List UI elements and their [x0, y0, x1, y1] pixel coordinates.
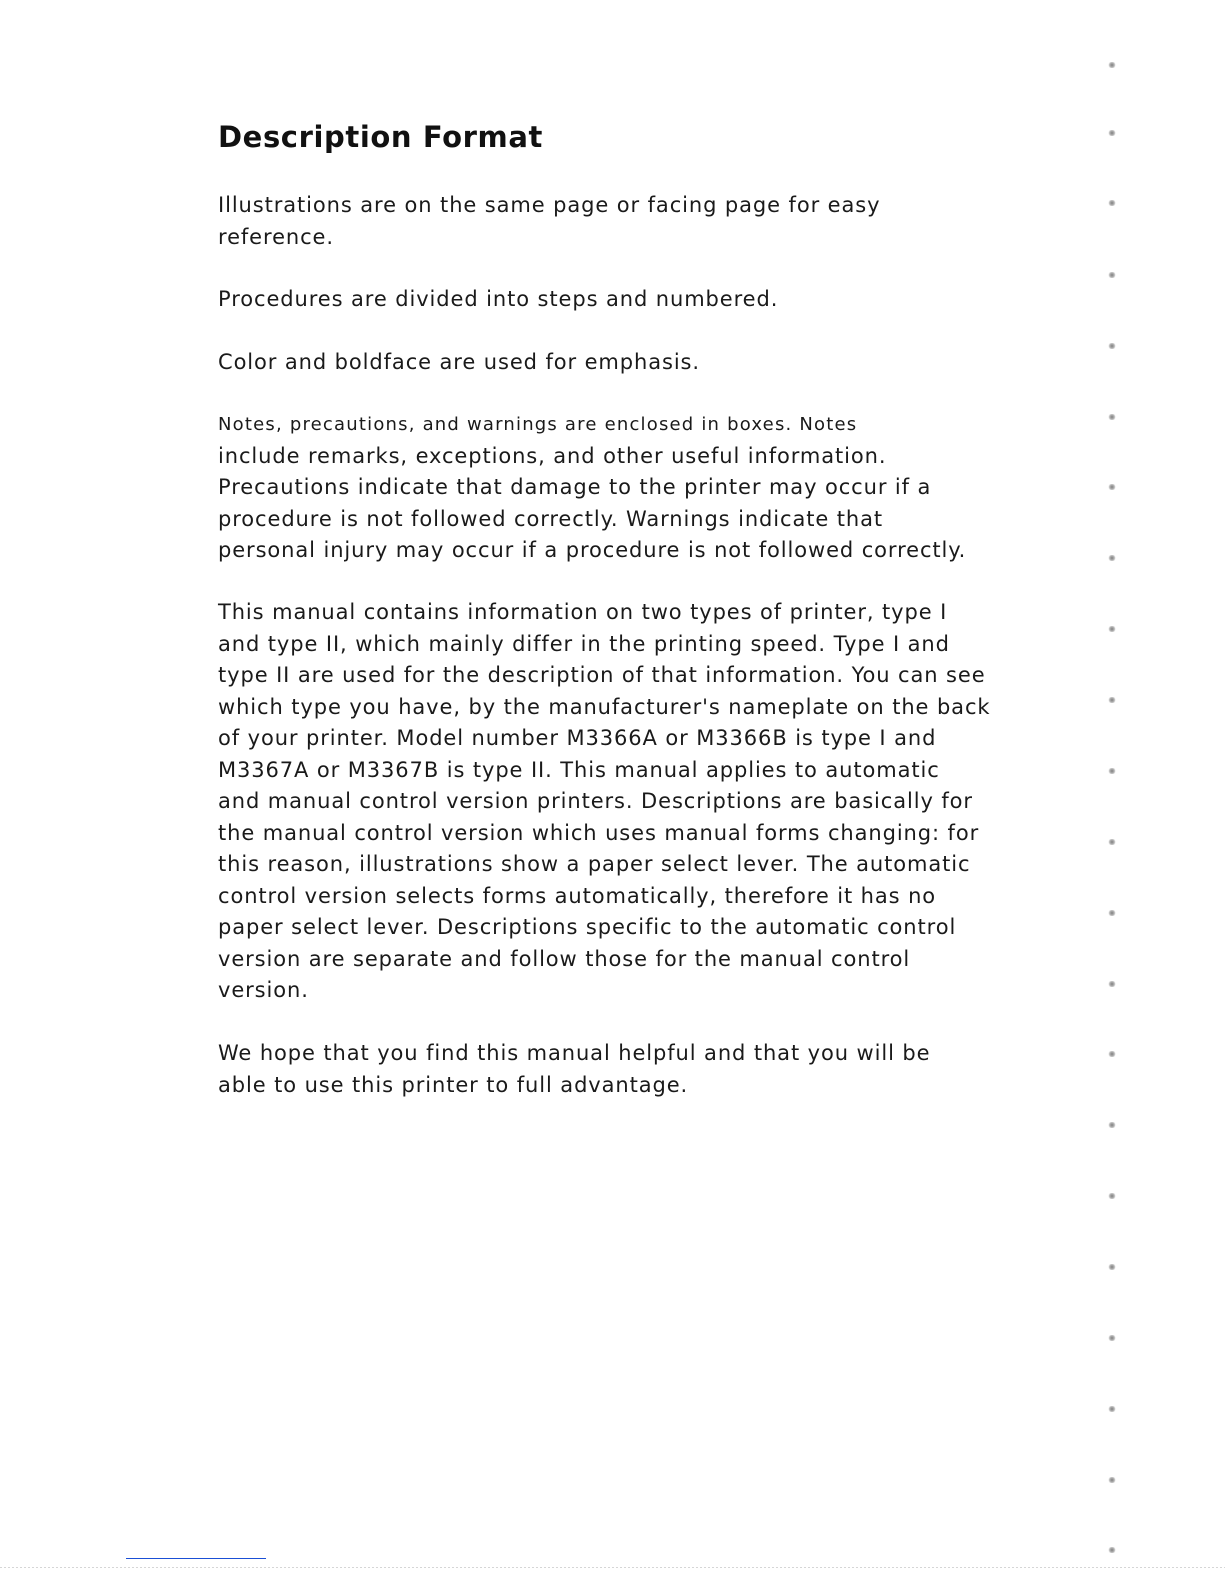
paragraph-line: reference.: [218, 224, 334, 249]
scan-edge-mark: [1108, 555, 1116, 561]
paragraph-emphasis: [218, 347, 1018, 379]
scan-edge-mark: [1108, 1264, 1116, 1270]
paragraph-procedures: [218, 284, 1018, 316]
scan-edge-mark: [1108, 1406, 1116, 1412]
scan-edge-mark: [1108, 62, 1116, 68]
paragraph-printer-types: [218, 597, 1018, 1007]
scan-edge-mark: [1108, 1547, 1116, 1553]
bottom-page-edge: [0, 1567, 1225, 1568]
paragraph-notes: [218, 409, 1018, 567]
scan-edge-mark: [1108, 910, 1116, 916]
scan-edge-mark: [1108, 1335, 1116, 1341]
scan-edge-mark: [1108, 484, 1116, 490]
scan-edge-mark: [1108, 1477, 1116, 1483]
paragraph-line: control version selects forms automatically, therefore it has no: [218, 883, 937, 908]
paragraph-closing: [218, 1038, 1018, 1101]
paragraph-line: able to use this printer to full advantage.: [218, 1072, 689, 1097]
paragraph-line: this reason, illustrations show a paper select lever. The automatic: [218, 852, 971, 876]
paragraph-illustrations: [218, 190, 1018, 253]
paragraph-line: and manual control version printers. Descriptions are basically for: [218, 789, 973, 813]
paragraph-line: personal injury may occur if a procedure is not followed correctly.: [218, 538, 967, 562]
scan-edge-mark: [1108, 1122, 1116, 1128]
paragraph-line: Precautions indicate that damage to the printer may occur if a: [218, 475, 932, 499]
paragraph-line: paper select lever. Descriptions specific to the automatic control: [218, 915, 957, 939]
scan-edge-mark: [1108, 200, 1116, 206]
paragraph-line: This manual contains information on two types of printer, type I: [218, 600, 948, 624]
paragraph-line: We hope that you find this manual helpful and that you will be: [218, 1041, 931, 1065]
paragraph-line: procedure is not followed correctly. Warnings indicate that: [218, 506, 884, 531]
scan-edge-mark: [1108, 768, 1116, 774]
scan-edge-mark: [1108, 414, 1116, 420]
paragraph-line: M3367A or M3367B is type II. This manual applies to automatic: [218, 757, 940, 782]
scan-edge-mark: [1108, 839, 1116, 845]
bottom-underline-artifact: [126, 1558, 266, 1559]
paragraph-line: Procedures are divided into steps and numbered.: [218, 287, 779, 311]
paragraph-line: Notes, precautions, and warnings are enclosed in boxes. Notes: [218, 414, 858, 435]
paragraph-line: version.: [218, 978, 309, 1002]
paragraph-line: of your printer. Model number M3366A or M3366B is type I and: [218, 726, 937, 750]
scan-edge-mark: [1108, 626, 1116, 632]
scan-edge-mark: [1108, 130, 1116, 136]
paragraph-line: Color and boldface are used for emphasis.: [218, 350, 700, 374]
scan-edge-mark: [1108, 343, 1116, 349]
page-title: Description Format: [218, 120, 543, 154]
scan-edge-mark: [1108, 1051, 1116, 1057]
paragraph-line: version are separate and follow those for the manual control: [218, 946, 911, 971]
paragraph-line: which type you have, by the manufacturer's nameplate on the back: [218, 694, 991, 719]
paragraph-line: include remarks, exceptions, and other useful information.: [218, 443, 887, 468]
scan-edge-mark: [1108, 697, 1116, 703]
scan-edge-mark: [1108, 272, 1116, 278]
paragraph-line: the manual control version which uses manual forms changing: for: [218, 820, 980, 845]
scan-edge-mark: [1108, 1193, 1116, 1199]
paragraph-line: Illustrations are on the same page or facing page for easy: [218, 193, 881, 217]
paragraph-line: type II are used for the description of that information. You can see: [218, 663, 986, 687]
scan-edge-mark: [1108, 981, 1116, 987]
paragraph-line: and type II, which mainly differ in the printing speed. Type I and: [218, 631, 950, 656]
